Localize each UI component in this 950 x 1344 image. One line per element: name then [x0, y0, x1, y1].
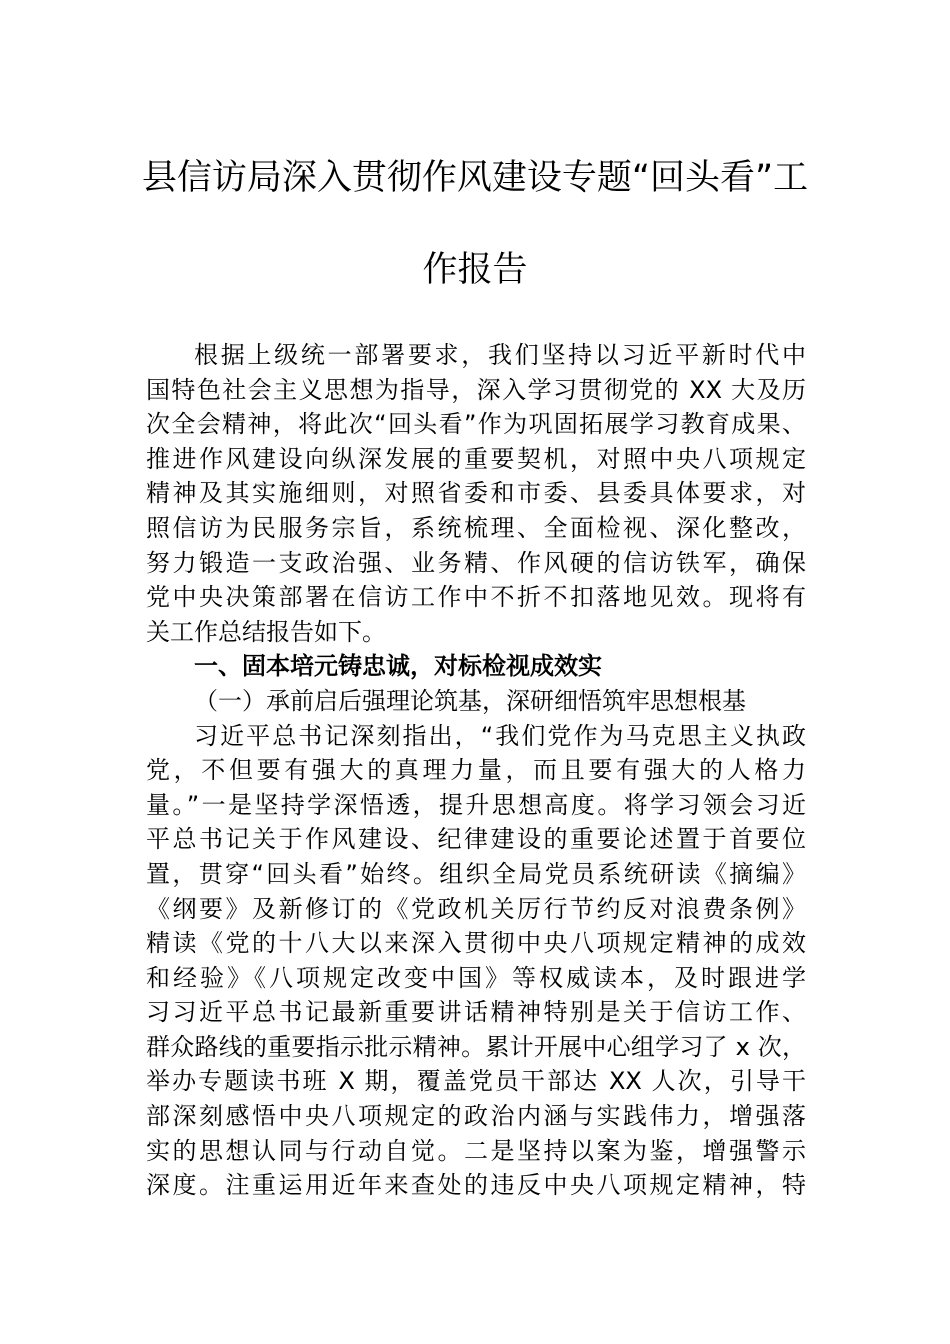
body-line: 习习近平总书记最新重要讲话精神特别是关于信访工作、: [146, 998, 806, 1027]
section-heading: 一、固本培元铸忠诚，对标检视成效实: [194, 652, 602, 681]
document-title-line-1: 县信访局深入贯彻作风建设专题“回头看”工: [141, 158, 809, 198]
subsection-heading: （一）承前启后强理论筑基，深研细悟筑牢思想根基: [194, 686, 746, 715]
body-line: 精神及其实施细则，对照省委和市委、县委具体要求，对: [146, 479, 806, 508]
body-line: 根据上级统一部署要求，我们坚持以习近平新时代中: [194, 341, 806, 369]
body-line: 举办专题读书班 X 期，覆盖党员干部达 XX 人次，引导干: [146, 1067, 806, 1096]
body-line: 精读《党的十八大以来深入贯彻中央八项规定精神的成效: [146, 929, 806, 958]
body-line: 党中央决策部署在信访工作中不折不扣落地见效。现将有: [146, 583, 806, 612]
body-line: 党，不但要有强大的真理力量，而且要有强大的人格力: [146, 756, 806, 785]
body-line: 和经验》《八项规定改变中国》等权威读本，及时跟进学: [146, 963, 806, 992]
body-line: 量。”一是坚持学深悟透，提升思想高度。将学习领会习近: [146, 790, 806, 819]
body-line: 照信访为民服务宗旨，系统梳理、全面检视、深化整改，: [146, 513, 806, 542]
body-line: 推进作风建设向纵深发展的重要契机，对照中央八项规定: [146, 444, 806, 473]
body-line: 国特色社会主义思想为指导，深入学习贯彻党的 XX 大及历: [146, 375, 806, 404]
body-line: 实的思想认同与行动自觉。二是坚持以案为鉴，增强警示: [146, 1136, 806, 1165]
body-line: 群众路线的重要指示批示精神。累计开展中心组学习了 x 次，: [146, 1032, 806, 1061]
document-title-line-2: 作报告: [422, 250, 528, 290]
body-line: 次全会精神，将此次“回头看”作为巩固拓展学习教育成果、: [146, 410, 806, 439]
body-line: 关工作总结报告如下。: [146, 617, 386, 646]
body-line: 部深刻感悟中央八项规定的政治内涵与实践伟力，增强落: [146, 1102, 806, 1131]
body-line: 平总书记关于作风建设、纪律建设的重要论述置于首要位: [146, 825, 806, 854]
body-line: 努力锻造一支政治强、业务精、作风硬的信访铁军，确保: [146, 548, 806, 577]
body-line: 深度。注重运用近年来查处的违反中央八项规定精神，特: [146, 1171, 806, 1200]
document-body: [146, 338, 806, 1203]
body-line: 置，贯穿“回头看”始终。组织全局党员系统研读《摘编》: [146, 859, 806, 888]
body-line: 习近平总书记深刻指出，“我们党作为马克思主义执政: [194, 721, 806, 750]
body-line: 《纲要》及新修订的《党政机关厉行节约反对浪费条例》: [146, 894, 806, 923]
